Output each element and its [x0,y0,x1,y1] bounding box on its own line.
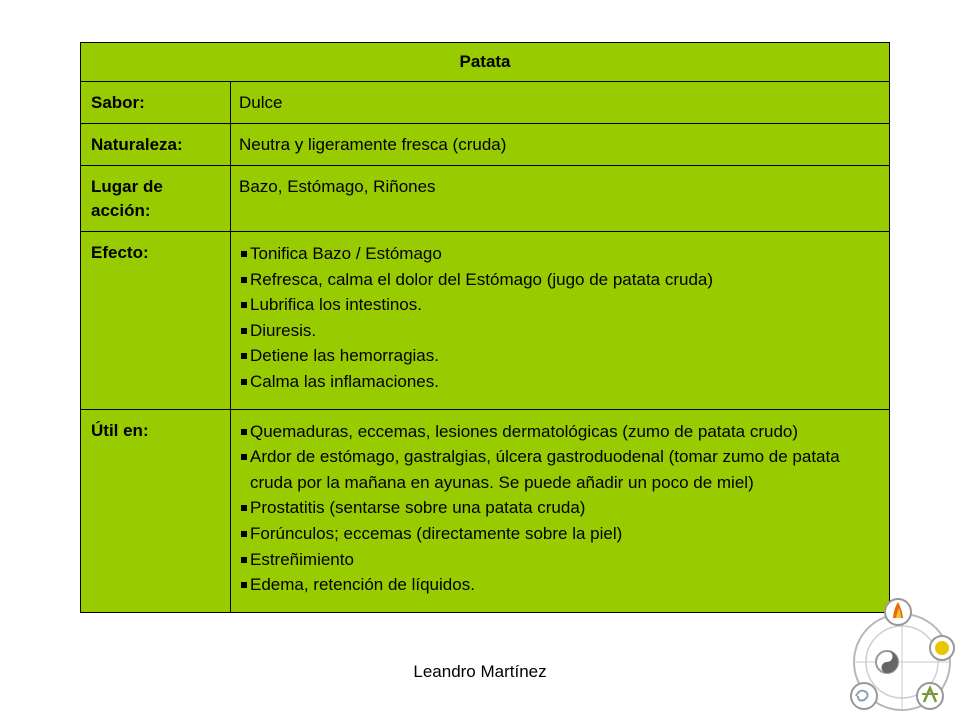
row-label-sabor: Sabor: [81,82,231,124]
list-item: Estreñimiento [239,547,883,573]
list-item: Diuresis. [239,318,883,344]
table-row [81,166,890,232]
table-row [81,409,890,612]
row-value-naturaleza: Neutra y ligeramente fresca (cruda) [231,124,890,166]
list-item: Edema, retención de líquidos. [239,572,883,598]
row-value-sabor: Dulce [231,82,890,124]
table-row [81,82,890,124]
list-item: Quemaduras, eccemas, lesiones dermatológicas (zumo de patata crudo) [239,419,883,445]
herb-table [80,42,890,613]
row-value-util [231,409,890,612]
efecto-list [239,241,883,395]
row-label-util: Útil en: [81,409,231,612]
list-item: Prostatitis (sentarse sobre una patata cruda) [239,495,883,521]
table-row [81,232,890,410]
table-title-row [81,43,890,82]
row-label-efecto: Efecto: [81,232,231,410]
util-list [239,419,883,598]
list-item: Calma las inflamaciones. [239,369,883,395]
list-item: Forúnculos; eccemas (directamente sobre la piel) [239,521,883,547]
list-item: Lubrifica los intestinos. [239,292,883,318]
list-item: Refresca, calma el dolor del Estómago (jugo de patata cruda) [239,267,883,293]
table-title: Patata [81,43,890,82]
row-label-lugar: Lugar de acción: [81,166,231,232]
list-item: Ardor de estómago, gastralgias, úlcera gastroduodenal (tomar zumo de patata cruda por la mañana en ayunas. Se puede añadir un poco de miel) [239,444,883,495]
five-elements-wheel-icon [840,590,960,720]
row-value-efecto [231,232,890,410]
table-row [81,124,890,166]
row-value-lugar: Bazo, Estómago, Riñones [231,166,890,232]
list-item: Detiene las hemorragias. [239,343,883,369]
list-item: Tonifica Bazo / Estómago [239,241,883,267]
row-label-naturaleza: Naturaleza: [81,124,231,166]
footer-author: Leandro Martínez [413,662,547,681]
